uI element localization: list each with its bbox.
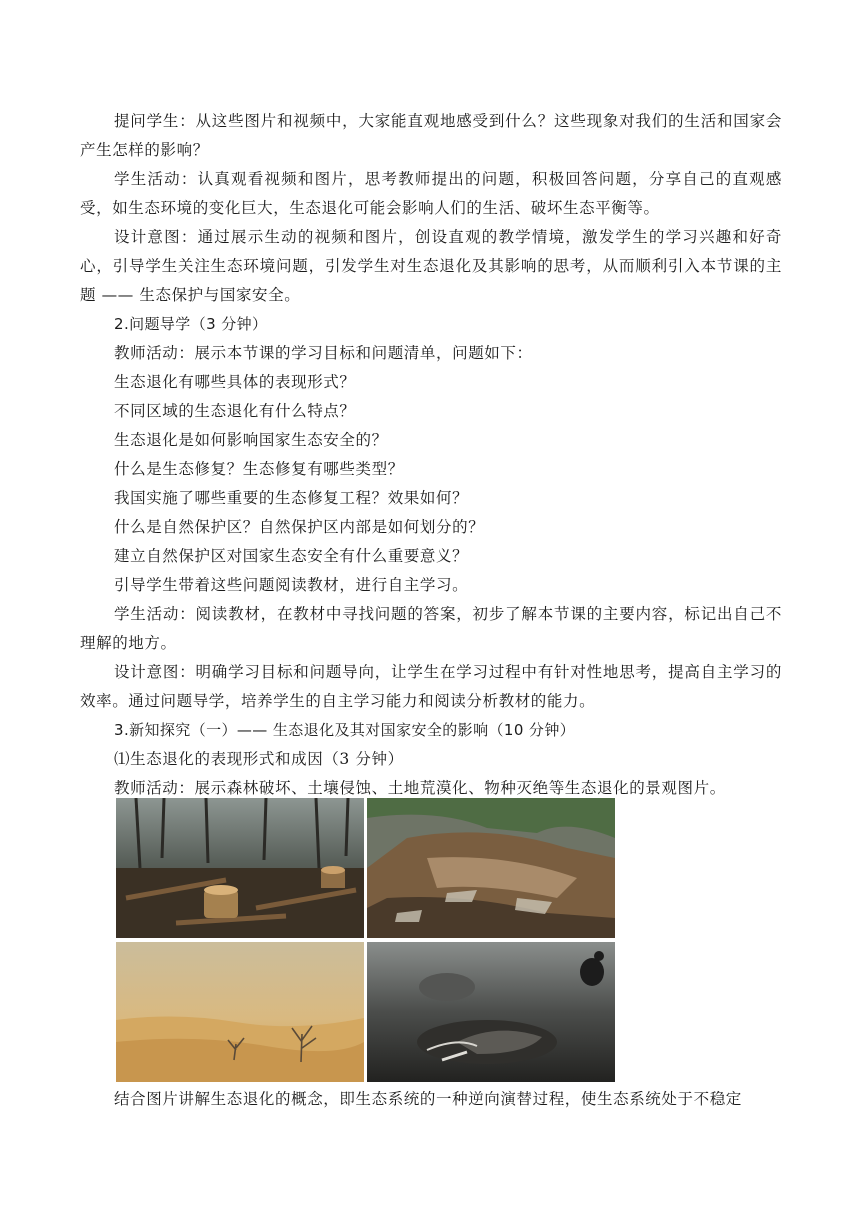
section-3-subheading: ⑴生态退化的表现形式和成因（3 分钟） xyxy=(114,750,404,768)
paragraph-design-intent: 设计意图：通过展示生动的视频和图片，创设直观的教学情境，激发学生的学习兴趣和好奇心，引导学生关注生态环境问题，引发学生对生态退化及其影响的思考，从而顺利引入本节课的主题 —— 生态保护与国家安全。 xyxy=(80,228,782,304)
question-item: 什么是生态修复？生态修复有哪些类型？ xyxy=(114,460,404,478)
section-2-student-activity: 学生活动：阅读教材，在教材中寻找问题的答案，初步了解本节课的主要内容，标记出自己不理解的地方。 xyxy=(80,605,782,652)
degradation-image-grid xyxy=(116,798,616,1082)
question-item: 我国实施了哪些重要的生态修复工程？效果如何？ xyxy=(114,489,469,507)
section-2-intro: 教师活动：展示本节课的学习目标和问题清单，问题如下： xyxy=(114,344,533,362)
paragraph-student-activity: 学生活动：认真观看视频和图片，思考教师提出的问题，积极回答问题，分享自己的直观感受，如生态环境的变化巨大，生态退化可能会影响人们的生活、破坏生态平衡等。 xyxy=(80,170,782,217)
section-2-guide: 引导学生带着这些问题阅读教材，进行自主学习。 xyxy=(114,576,469,594)
question-item: 生态退化有哪些具体的表现形式？ xyxy=(114,373,356,391)
species-extinction-image xyxy=(367,942,615,1082)
question-item: 什么是自然保护区？自然保护区内部是如何划分的？ xyxy=(114,518,485,536)
desertification-image xyxy=(116,942,364,1082)
section-3-heading: 3.新知探究（一）—— 生态退化及其对国家安全的影响（10 分钟） xyxy=(114,721,576,739)
question-item: 生态退化是如何影响国家生态安全的？ xyxy=(114,431,388,449)
section-3-teacher-activity: 教师活动：展示森林破坏、土壤侵蚀、土地荒漠化、物种灭绝等生态退化的景观图片。 xyxy=(114,779,726,797)
document-continuation xyxy=(80,1085,782,1114)
section-2-design-intent: 设计意图：明确学习目标和问题导向，让学生在学习过程中有针对性地思考，提高自主学习的效率。通过问题导学，培养学生的自主学习能力和阅读分析教材的能力。 xyxy=(80,663,782,710)
paragraph-question: 提问学生：从这些图片和视频中，大家能直观地感受到什么？这些现象对我们的生活和国家会产生怎样的影响？ xyxy=(80,112,782,159)
section-2-heading: 2.问题导学（3 分钟） xyxy=(114,315,268,333)
document-body xyxy=(80,107,782,803)
soil-erosion-image xyxy=(367,798,615,938)
paragraph-concept-explanation: 结合图片讲解生态退化的概念，即生态系统的一种逆向演替过程，使生态系统处于不稳定 xyxy=(114,1090,742,1108)
forest-destruction-image xyxy=(116,798,364,938)
question-item: 不同区域的生态退化有什么特点？ xyxy=(114,402,356,420)
question-item: 建立自然保护区对国家生态安全有什么重要意义？ xyxy=(114,547,469,565)
